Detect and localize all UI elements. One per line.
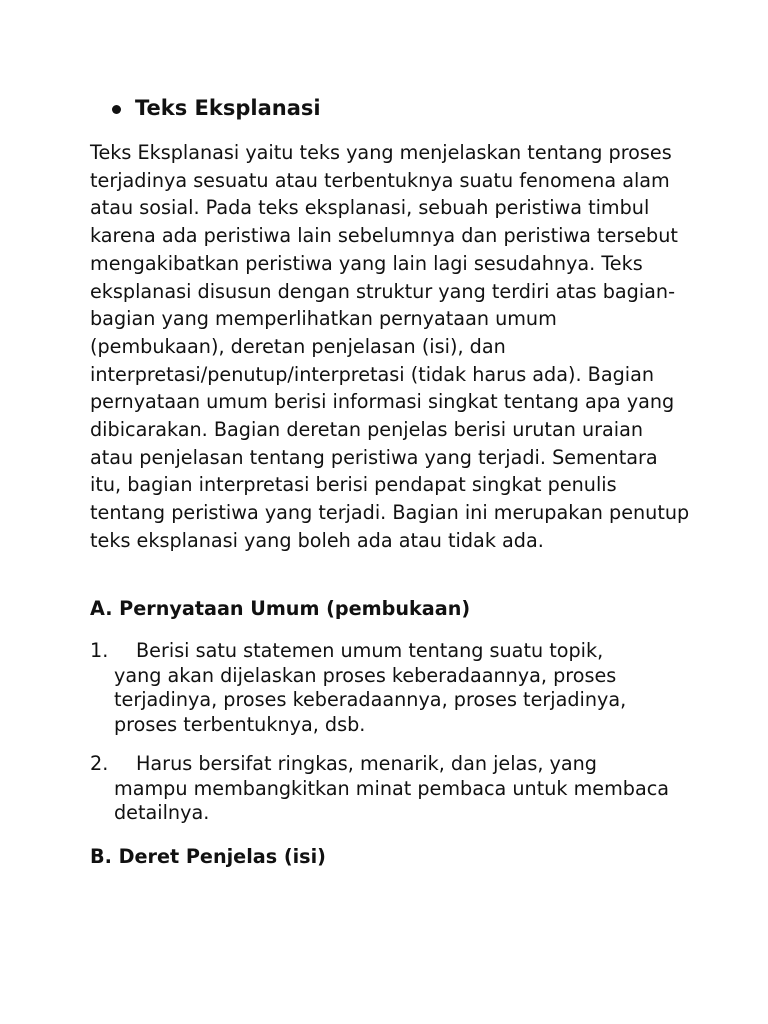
list-number: 1. — [90, 639, 109, 662]
bullet-icon — [112, 105, 121, 114]
list-item-first-line: Harus bersifat ringkas, menarik, dan jelas, yang — [136, 752, 597, 775]
heading-row — [112, 94, 321, 122]
list-number: 2. — [90, 752, 109, 775]
intro-paragraph: Teks Eksplanasi yaitu teks yang menjelaskan tentang proses terjadinya sesuatu atau terbentuknya suatu fenomena alam atau sosial. Pada teks eksplanasi, sebuah peristiwa timbul karena ada peristiwa lain sebelumnya dan peristiwa tersebut mengakibatkan peristiwa yang lain lagi sesudahnya. Teks eksplanasi disusun dengan struktur yang terdiri atas bagian-bagian yang memperlihatkan pernyataan umum (pembukaan), deretan penjelasan (isi), dan interpretasi/penutup/interpretasi (tidak harus ada). Bagian pernyataan umum berisi informasi singkat tentang apa yang dibicarakan. Bagian deretan penjelas berisi urutan uraian atau penjelasan tentang peristiwa yang terjadi. Sementara itu, bagian interpretasi berisi pendapat singkat penulis tentang peristiwa yang terjadi. Bagian ini merupakan penutup teks eksplanasi yang boleh ada atau tidak ada. — [90, 141, 690, 552]
list-item-first-line: Berisi satu statemen umum tentang suatu topik, — [136, 639, 604, 662]
section-a-title: A. Pernyataan Umum (pembukaan) — [90, 597, 471, 620]
list-item-2 — [90, 752, 690, 826]
list-item-continuation: mampu membangkitkan minat pembaca untuk membaca detailnya. — [114, 776, 670, 824]
section-b-title: B. Deret Penjelas (isi) — [90, 845, 326, 868]
document-heading: Teks Eksplanasi — [135, 96, 321, 120]
list-item-continuation: yang akan dijelaskan proses keberadaannya, proses terjadinya, proses keberadaannya, proses terjadinya, proses terbentuknya, dsb. — [114, 663, 627, 736]
list-item-1 — [90, 639, 690, 737]
